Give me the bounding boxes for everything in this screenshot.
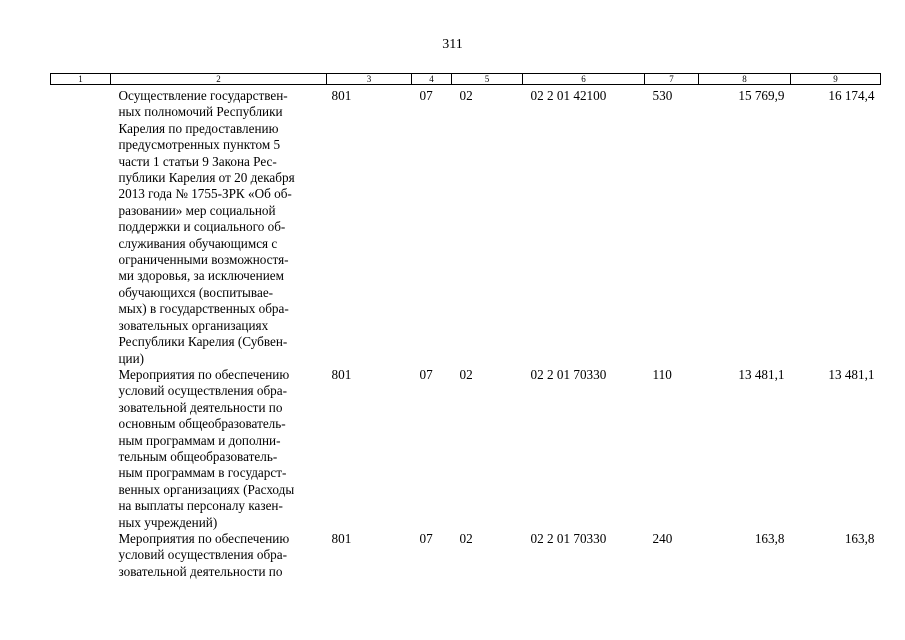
row-subsection-code: 02 bbox=[459, 88, 473, 103]
row-ministry-code: 801 bbox=[331, 530, 352, 546]
table-row bbox=[51, 367, 881, 531]
column-header-4: 4 bbox=[412, 74, 452, 85]
row-amount-8: 13 481,1 bbox=[738, 366, 785, 382]
row-expense-type: 240 bbox=[652, 530, 673, 546]
row-subsection-code: 02 bbox=[459, 530, 473, 546]
column-header-1: 1 bbox=[51, 74, 111, 85]
row-section-code: 07 bbox=[419, 88, 433, 103]
page-number: 311 bbox=[442, 37, 463, 52]
row-amount-9: 163,8 bbox=[844, 530, 875, 546]
row-expense-type: 530 bbox=[652, 88, 673, 103]
row-description: Осуществление государствен- ных полномочий Республики Карелия по предоставлению предусмотренных пунктом 5 части 1 статьи 9 Закона Рес- публики Карелия от 20 декабря 2013 года № 1755-ЗРК «Об об- разовании» мер социальной поддержки и социального об- служивания обучающимся с ограниченными возможностя- ми здоровья, за исключением обучающихся (воспитывае- мых) в государственных обра- зовательных организациях Республики Карелия (Субвен- ции) bbox=[118, 88, 295, 366]
table-body bbox=[51, 85, 881, 581]
column-header-5: 5 bbox=[452, 74, 523, 85]
column-header-3: 3 bbox=[327, 74, 412, 85]
column-header-7: 7 bbox=[645, 74, 699, 85]
table-row bbox=[51, 531, 881, 580]
row-description: Мероприятия по обеспечению условий осуществления обра- зовательной деятельности по bbox=[118, 530, 290, 579]
column-header-8: 8 bbox=[699, 74, 791, 85]
row-section-code: 07 bbox=[419, 366, 433, 382]
row-section-code: 07 bbox=[419, 530, 433, 546]
row-ministry-code: 801 bbox=[331, 88, 352, 103]
row-amount-8: 163,8 bbox=[754, 530, 785, 546]
column-header-6: 6 bbox=[523, 74, 645, 85]
row-code-empty bbox=[51, 367, 111, 531]
row-target-article: 02 2 01 42100 bbox=[530, 88, 607, 103]
column-number-row bbox=[51, 74, 881, 85]
column-header-9: 9 bbox=[791, 74, 881, 85]
row-target-article: 02 2 01 70330 bbox=[530, 366, 607, 382]
row-expense-type: 110 bbox=[652, 366, 672, 382]
row-ministry-code: 801 bbox=[331, 366, 352, 382]
row-subsection-code: 02 bbox=[459, 366, 473, 382]
row-amount-9: 16 174,4 bbox=[828, 88, 875, 103]
column-header-2: 2 bbox=[111, 74, 327, 85]
table-header bbox=[51, 74, 881, 85]
row-code-empty bbox=[51, 85, 111, 367]
table-row bbox=[51, 85, 881, 367]
row-code-empty bbox=[51, 531, 111, 580]
row-amount-8: 15 769,9 bbox=[738, 88, 785, 103]
row-target-article: 02 2 01 70330 bbox=[530, 530, 607, 546]
row-amount-9: 13 481,1 bbox=[828, 366, 875, 382]
row-description: Мероприятия по обеспечению условий осуществления обра- зовательной деятельности по основным общеобразователь- ным программам и дополни- тельным общеобразователь- ным программам в государст- венных организациях (Расходы на выплаты персоналу казен- ных учреждений) bbox=[118, 366, 295, 530]
budget-table bbox=[50, 73, 881, 580]
